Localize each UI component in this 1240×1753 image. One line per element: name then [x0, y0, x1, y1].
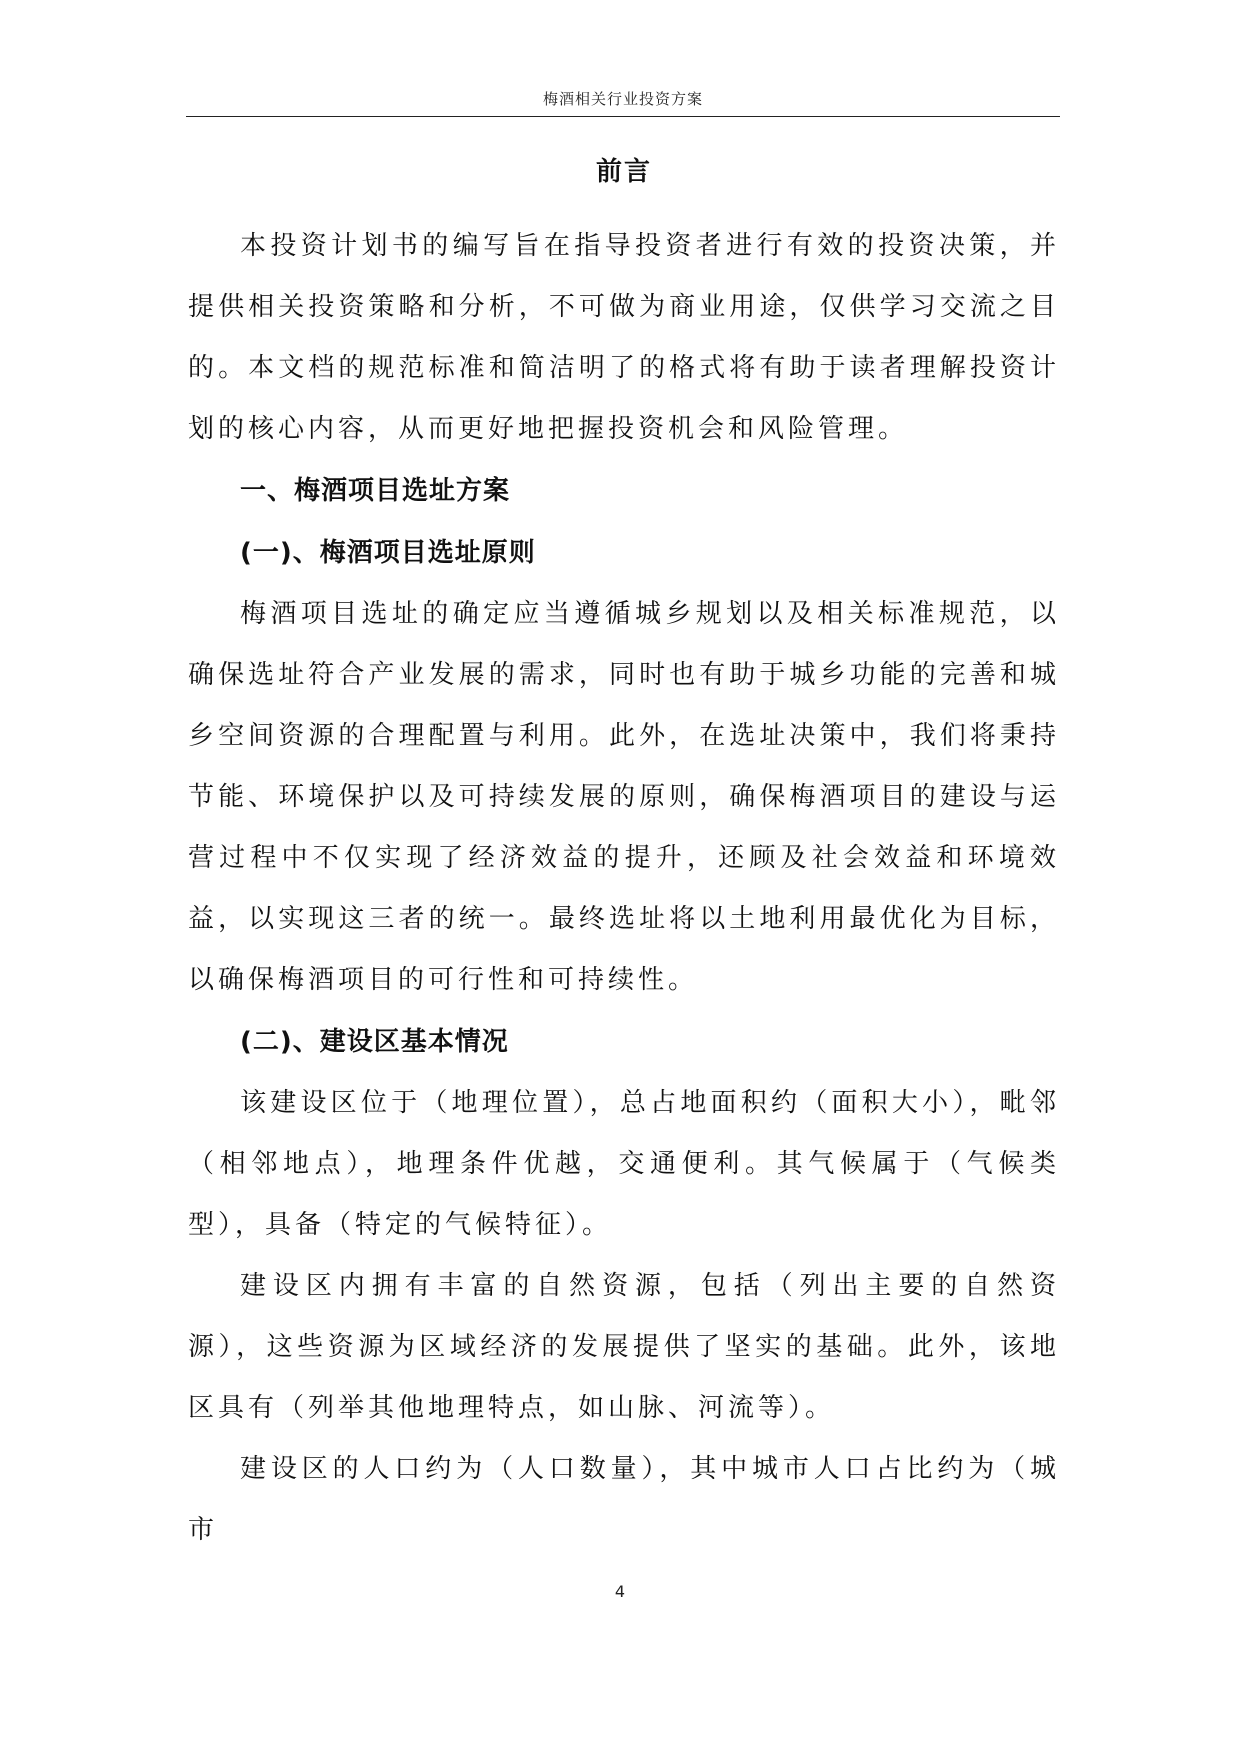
page-number: 4: [614, 1582, 626, 1601]
section-heading-site-plan: 一、梅酒项目选址方案: [240, 476, 511, 506]
paragraph-area-resources: 建设区内拥有丰富的自然资源，包括（列出主要的自然资源），这些资源为区域经济的发展提供了坚实的基础。此外，该地区具有（列举其他地理特点，如山脉、河流等）。: [188, 1271, 1060, 1423]
paragraph-area-location: 该建设区位于（地理位置），总占地面积约（面积大小），毗邻（相邻地点），地理条件优越，交通便利。其气候属于（气候类型），具备（特定的气候特征）。: [188, 1088, 1060, 1240]
page-title: 前言: [595, 157, 652, 187]
document-body: [188, 150, 1060, 1561]
page-header: 梅酒相关行业投资方案: [186, 82, 1060, 117]
paragraph-site-principles: 梅酒项目选址的确定应当遵循城乡规划以及相关标准规范，以确保选址符合产业发展的需求，同时也有助于城乡功能的完善和城乡空间资源的合理配置与利用。此外，在选址决策中，我们将秉持节能、环境保护以及可持续发展的原则，确保梅酒项目的建设与运营过程中不仅实现了经济效益的提升，还顾及社会效益和环境效益，以实现这三者的统一。最终选址将以土地利用最优化为目标，以确保梅酒项目的可行性和可持续性。: [188, 599, 1060, 995]
paragraph-preface: 本投资计划书的编写旨在指导投资者进行有效的投资决策，并提供相关投资策略和分析，不可做为商业用途，仅供学习交流之目的。本文档的规范标准和简洁明了的格式将有助于读者理解投资计划的核心内容，从而更好地把握投资机会和风险管理。: [188, 231, 1060, 444]
paragraph-area-population: 建设区的人口约为（人口数量），其中城市人口占比约为（城市: [188, 1454, 1060, 1545]
subsection-heading-area-overview: (二)、建设区基本情况: [240, 1027, 509, 1057]
subsection-heading-site-principles: (一)、梅酒项目选址原则: [240, 538, 536, 568]
